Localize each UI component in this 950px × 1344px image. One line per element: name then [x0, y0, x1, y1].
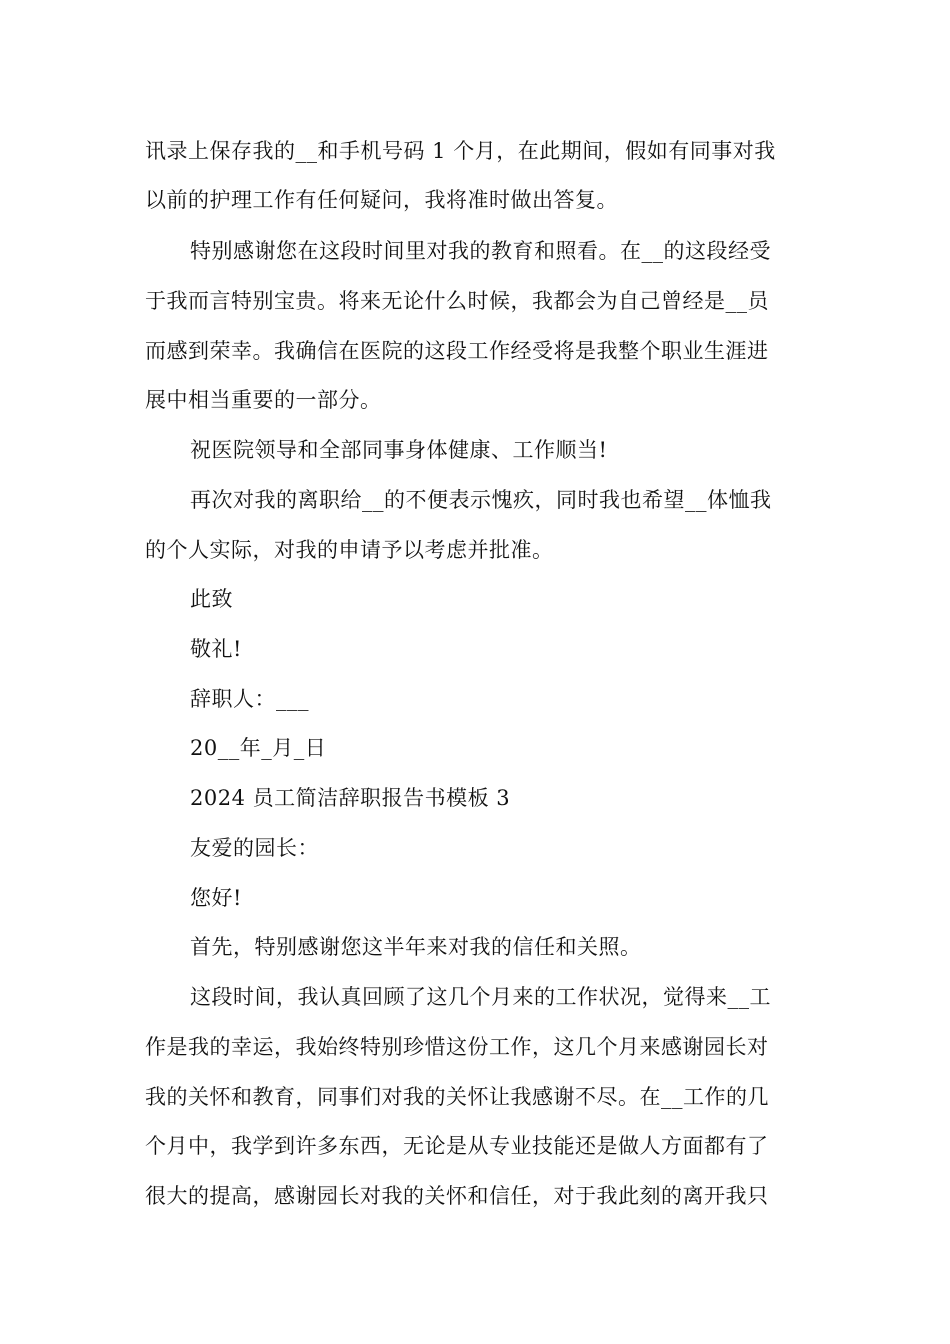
paragraph-line: 这段时间，我认真回顾了这几个月来的工作状况，觉得来__工 — [190, 985, 771, 1009]
paragraph-line: 特别感谢您在这段时间里对我的教育和照看。在__的这段经受 — [190, 239, 771, 263]
date-line: 20__年_月_日 — [190, 736, 327, 760]
signature-line: 辞职人：___ — [190, 687, 309, 711]
paragraph-line: 我的关怀和教育，同事们对我的关怀让我感谢不尽。在__工作的几 — [145, 1085, 769, 1109]
paragraph-line: 展中相当重要的一部分。 — [145, 388, 382, 412]
paragraph-line: 讯录上保存我的__和手机号码 1 个月，在此期间，假如有同事对我 — [145, 139, 776, 163]
salutation-line: 友爱的园长： — [190, 836, 319, 860]
greeting-line: 您好! — [190, 886, 242, 910]
closing-line: 此致 — [190, 587, 233, 611]
paragraph-line: 而感到荣幸。我确信在医院的这段工作经受将是我整个职业生涯进 — [145, 339, 769, 363]
paragraph-line: 于我而言特别宝贵。将来无论什么时候，我都会为自己曾经是__员 — [145, 289, 769, 313]
closing-line: 敬礼! — [190, 637, 242, 661]
paragraph-line: 首先，特别感谢您这半年来对我的信任和关照。 — [190, 935, 642, 959]
section-title: 2024 员工简洁辞职报告书模板 3 — [190, 786, 511, 810]
paragraph-line: 个月中，我学到许多东西，无论是从专业技能还是做人方面都有了 — [145, 1134, 769, 1158]
paragraph-line: 作是我的幸运，我始终特别珍惜这份工作，这几个月来感谢园长对 — [145, 1035, 769, 1059]
paragraph-line: 再次对我的离职给__的不便表示愧疚，同时我也希望__体恤我 — [190, 488, 772, 512]
paragraph-line: 以前的护理工作有任何疑问，我将准时做出答复。 — [145, 188, 618, 212]
paragraph-line: 祝医院领导和全部同事身体健康、工作顺当! — [190, 438, 608, 462]
paragraph-line: 的个人实际，对我的申请予以考虑并批准。 — [145, 538, 554, 562]
paragraph-line: 很大的提高，感谢园长对我的关怀和信任，对于我此刻的离开我只 — [145, 1184, 769, 1208]
